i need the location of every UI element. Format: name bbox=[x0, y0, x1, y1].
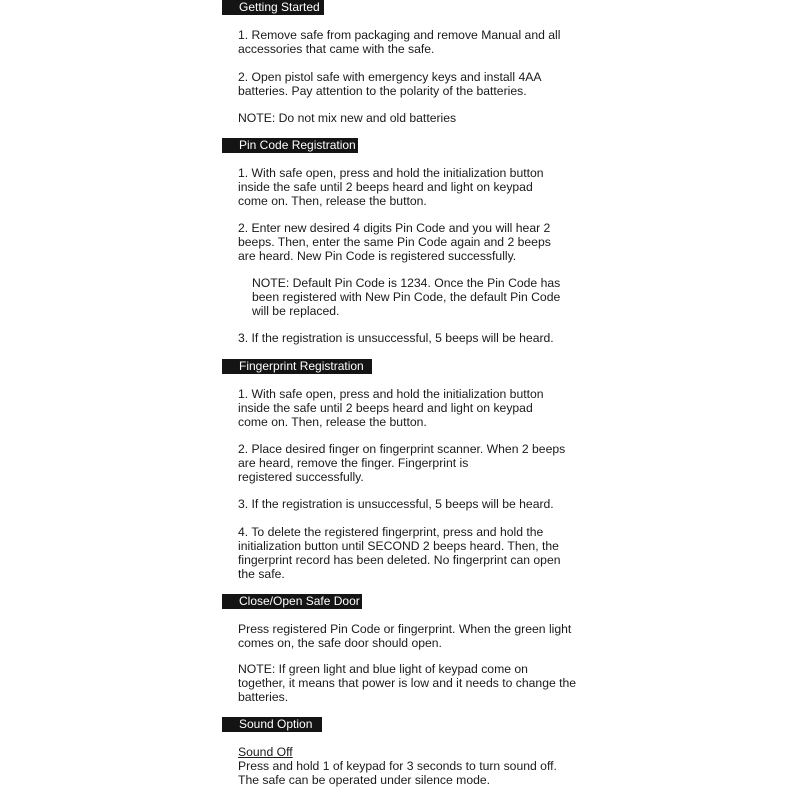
fingerprint-step-1: 1. With safe open, press and hold the initialization button inside the safe until 2 beeps heard and light on keypad come on. Then, release the button. bbox=[238, 387, 544, 429]
sound-off-instruction: Press and hold 1 of keypad for 3 seconds to turn sound off. The safe can be operated under silence mode. bbox=[238, 759, 557, 787]
pin-code-step-3: 3. If the registration is unsuccessful, 5 beeps will be heard. bbox=[238, 331, 554, 345]
fingerprint-step-2: 2. Place desired finger on fingerprint scanner. When 2 beeps are heard, remove the finger. Fingerprint is registered successfully. bbox=[238, 442, 566, 484]
getting-started-step-2: 2. Open pistol safe with emergency keys and install 4AA batteries. Pay attention to the polarity of the batteries. bbox=[238, 70, 542, 98]
pin-code-note: NOTE: Default Pin Code is 1234. Once the Pin Code has been registered with New Pin Code, the default Pin Code will be replaced. bbox=[252, 276, 561, 318]
sound-off-subheading: Sound Off bbox=[238, 745, 293, 759]
safe-door-instruction: Press registered Pin Code or fingerprint. When the green light comes on, the safe door should open. bbox=[238, 622, 572, 650]
getting-started-note: NOTE: Do not mix new and old batteries bbox=[238, 111, 457, 125]
getting-started-step-1: 1. Remove safe from packaging and remove Manual and all accessories that came with the safe. bbox=[238, 28, 561, 56]
section-header-sound-option: Sound Option bbox=[222, 717, 322, 732]
section-header-fingerprint-registration: Fingerprint Registration bbox=[222, 359, 372, 374]
safe-door-note: NOTE: If green light and blue light of keypad come on together, it means that power is low and it needs to change the batteries. bbox=[238, 662, 577, 704]
section-header-getting-started: Getting Started bbox=[222, 0, 324, 15]
section-header-close-open-safe-door: Close/Open Safe Door bbox=[222, 594, 362, 609]
pin-code-step-1: 1. With safe open, press and hold the initialization button inside the safe until 2 beeps heard and light on keypad come on. Then, release the button. bbox=[238, 166, 544, 208]
fingerprint-step-3: 3. If the registration is unsuccessful, 5 beeps will be heard. bbox=[238, 497, 554, 511]
fingerprint-step-4: 4. To delete the registered fingerprint, press and hold the initialization button until SECOND 2 beeps heard. Then, the fingerprint record has been deleted. No fingerprint can open the safe. bbox=[238, 525, 561, 581]
pin-code-step-2: 2. Enter new desired 4 digits Pin Code and you will hear 2 beeps. Then, enter the same Pin Code again and 2 beeps are heard. New Pin Code is registered successfully. bbox=[238, 221, 551, 263]
section-header-pin-code-registration: Pin Code Registration bbox=[222, 138, 358, 153]
